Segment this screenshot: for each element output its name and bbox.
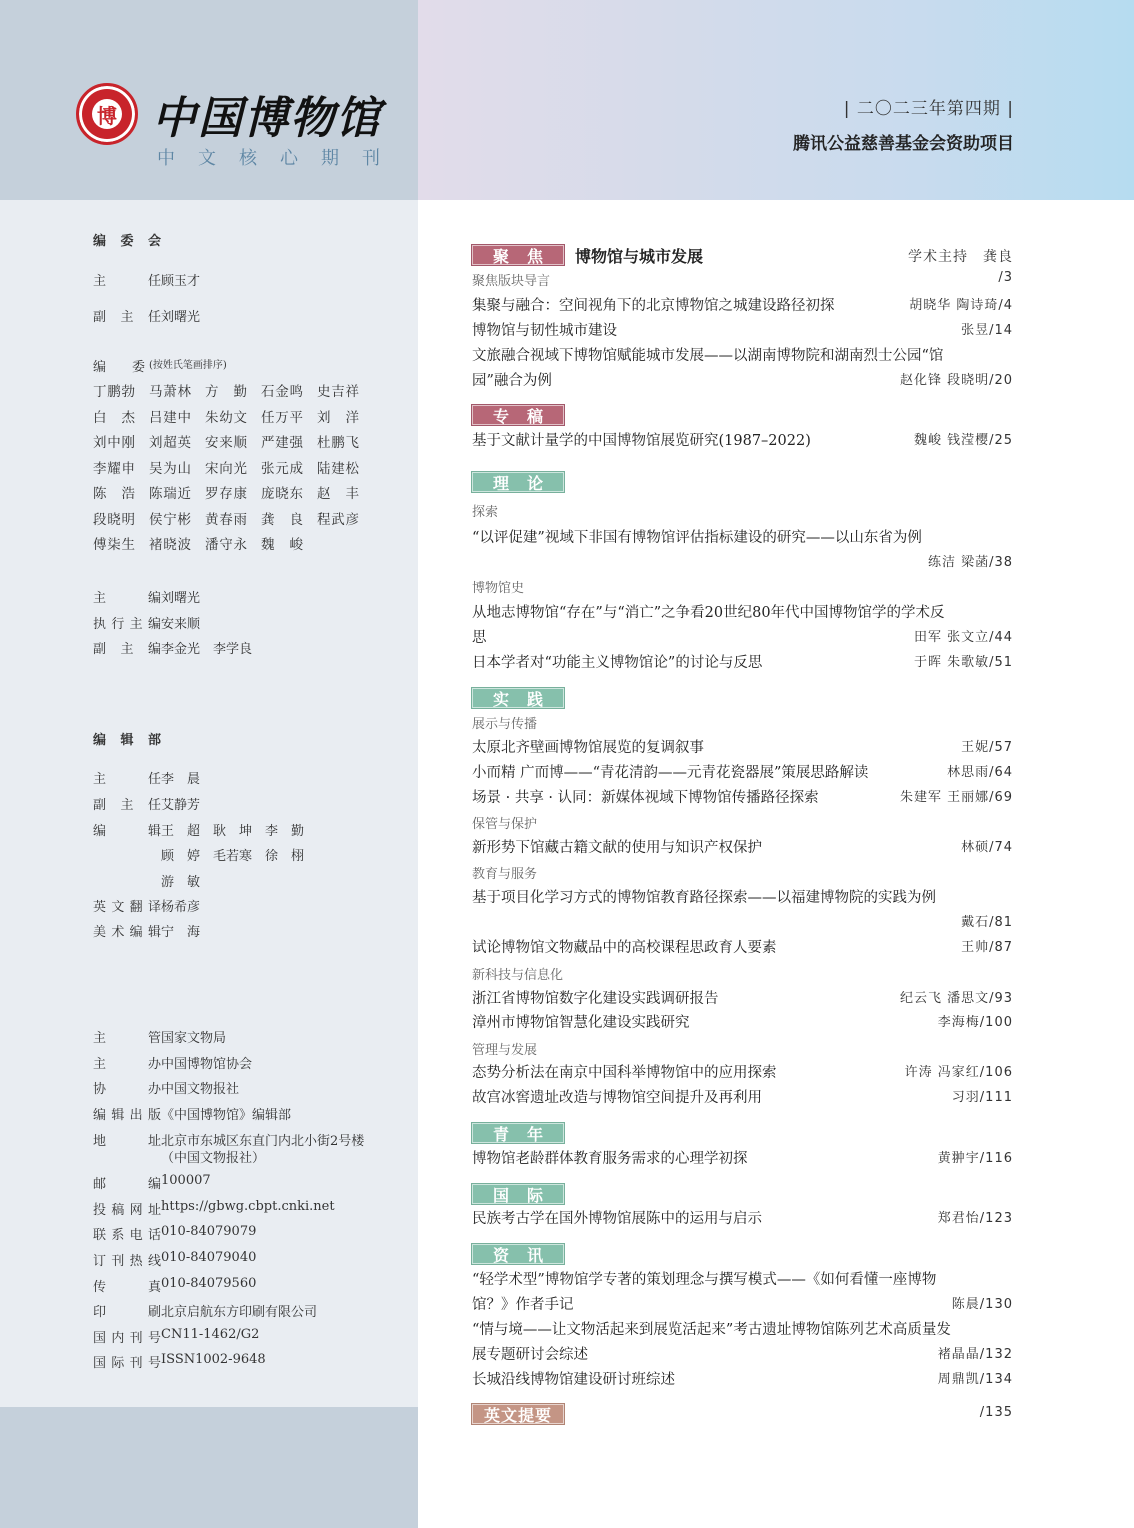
- entry-author-page: 王妮/57: [961, 740, 1013, 755]
- journal-subtitle: 中文核心期刊: [157, 148, 403, 169]
- toc-entry[interactable]: [472, 270, 1013, 289]
- entry-title: 文旅融合视域下博物馆赋能城市发展——以湖南博物院和湖南烈士公园“馆: [472, 348, 944, 364]
- entry-author-page: 纪云飞 潘思文/93: [899, 991, 1013, 1006]
- entry-author-page: 魏峻 钱滢樱/25: [913, 433, 1013, 448]
- entry-title: 思: [472, 630, 487, 646]
- pub-info-row: [93, 1147, 265, 1166]
- toc-entry-cont[interactable]: [472, 626, 1013, 647]
- value: 顾 婷 毛若寒 徐 栩: [161, 849, 305, 864]
- entry-author-page: 李海梅/100: [937, 1015, 1013, 1030]
- member-name: 吴为山: [149, 460, 191, 477]
- entry-title: 长城沿线博物馆建设研讨班综述: [472, 1372, 675, 1388]
- toc-entry-cont[interactable]: [472, 1343, 1013, 1364]
- pub-info-row: [93, 1027, 226, 1046]
- subsection-label: 探索: [472, 505, 499, 520]
- member-name: 魏 峻: [261, 537, 303, 553]
- toc-entry[interactable]: [472, 294, 1013, 315]
- sort-note: (按姓氏笔画排序): [149, 360, 227, 371]
- board-members-label: [93, 356, 227, 375]
- member-name: 陆建松: [317, 460, 359, 477]
- entry-page: /135: [979, 1405, 1013, 1420]
- label: [93, 871, 161, 890]
- value: （中国文物报社）: [161, 1151, 266, 1166]
- toc-entry-author: [472, 911, 1013, 930]
- label: [93, 1147, 161, 1166]
- section-tag-theory: 理论: [472, 472, 564, 492]
- member-name: 罗存康: [205, 486, 247, 502]
- member-name: 程武彦: [317, 511, 359, 528]
- entry-title: 博物馆老龄群体教育服务需求的心理学初探: [472, 1151, 748, 1167]
- member-name: 刘超英: [149, 435, 191, 451]
- value: 010-84079079: [161, 1224, 257, 1239]
- entry-author-page: 周鼎凯/134: [937, 1372, 1013, 1387]
- value: 北京市东城区东直门内北小街2号楼: [161, 1134, 365, 1149]
- entry-author-page: 张昱/14: [961, 323, 1013, 338]
- toc-entry[interactable]: [472, 936, 1013, 957]
- member-name: 杜鹏飞: [317, 435, 359, 451]
- label: 主 编: [93, 591, 161, 606]
- toc-entry[interactable]: [472, 886, 1013, 907]
- label: 执行主编: [93, 617, 161, 632]
- value: 010-84079040: [161, 1250, 257, 1265]
- toc-entry[interactable]: [472, 736, 1013, 757]
- toc-entry[interactable]: [472, 1207, 1013, 1228]
- value: 中国博物馆协会: [161, 1057, 253, 1072]
- member-name: 马萧林: [149, 384, 191, 400]
- toc-entry[interactable]: [472, 1086, 1013, 1107]
- entry-author-page: 朱建军 王丽娜/69: [899, 790, 1013, 805]
- entry-title: 园”融合为例: [472, 373, 552, 389]
- member-name: 潘守永: [205, 537, 247, 553]
- entry-title: 馆？》作者手记: [472, 1297, 574, 1313]
- pub-info-row: [93, 1352, 266, 1371]
- label: 邮 编: [93, 1177, 161, 1192]
- member-name: 任万平: [261, 409, 303, 426]
- label: 副 主 任: [93, 310, 161, 325]
- entry-author-page: 赵化锋 段晓明/20: [899, 373, 1013, 388]
- entry-title: 博物馆与韧性城市建设: [472, 323, 617, 339]
- entry-author-page: 胡晓华 陶诗琦/4: [909, 298, 1013, 313]
- member-name: 安来顺: [205, 435, 247, 451]
- member-name: 侯宁彬: [149, 511, 191, 528]
- entry-title: 漳州市博物馆智慧化建设实践研究: [472, 1015, 690, 1031]
- value: 杨希彦: [161, 900, 201, 915]
- entry-title: 试论博物馆文物藏品中的高校课程思政育人要素: [472, 940, 777, 956]
- member-name: 方 勤: [205, 384, 247, 400]
- toc-entry[interactable]: [472, 601, 1013, 622]
- dept-row: [93, 845, 304, 864]
- toc-entry[interactable]: [472, 369, 1013, 390]
- board-members-grid: [93, 380, 373, 552]
- member-name: 段晓明: [93, 511, 135, 528]
- member-name: 丁鹏勃: [93, 384, 135, 400]
- entry-title: “以评促建”视域下非国有博物馆评估指标建设的研究——以山东省为例: [472, 530, 922, 546]
- label: 美术编辑: [93, 925, 161, 940]
- dept-row: [93, 921, 200, 940]
- member-name: 褚晓波: [149, 537, 191, 553]
- section-tag-abstracts: 英文提要: [472, 1404, 564, 1424]
- pub-info-row: [93, 1053, 252, 1072]
- deputy-editors: [93, 638, 252, 657]
- value: 游 敏: [161, 875, 201, 890]
- entry-title: 态势分析法在南京中国科举博物馆中的应用探索: [472, 1065, 777, 1081]
- member-name: 吕建中: [149, 409, 191, 426]
- pub-info-row: [93, 1301, 317, 1320]
- toc-entry[interactable]: [472, 1368, 1013, 1389]
- entry-title: 太原北齐壁画博物馆展览的复调叙事: [472, 740, 704, 756]
- member-name: 庞晓东: [261, 486, 303, 502]
- pub-info-row: [93, 1327, 259, 1346]
- toc-entry-cont[interactable]: [472, 1293, 1013, 1314]
- value: 王 超 耿 坤 李 勤: [161, 824, 305, 839]
- focus-topic: 博物馆与城市发展: [575, 247, 704, 266]
- label: [93, 845, 161, 864]
- member-name: 严建强: [261, 435, 303, 451]
- label: 地 址: [93, 1134, 161, 1149]
- issue-label: | 二〇二三年第四期 |: [843, 99, 1014, 119]
- toc-entry[interactable]: [472, 344, 1013, 365]
- pub-info-row: [93, 1078, 239, 1097]
- label: 编 委: [93, 360, 146, 375]
- label: 订刊热线: [93, 1254, 161, 1269]
- value: 100007: [161, 1173, 211, 1188]
- member-name: 石金鸣: [261, 384, 303, 400]
- value: 010-84079560: [161, 1276, 257, 1291]
- section-tag-focus: 聚焦: [472, 245, 564, 265]
- dept-row: [93, 820, 304, 839]
- member-name: 史吉祥: [317, 384, 359, 400]
- label: 传 真: [93, 1280, 161, 1295]
- toc-entry[interactable]: [472, 429, 1013, 450]
- value: 李 晨: [161, 772, 201, 787]
- pub-info-row: [93, 1224, 256, 1243]
- label: 编辑出版: [93, 1108, 161, 1123]
- entry-title: 浙江省博物馆数字化建设实践调研报告: [472, 991, 719, 1007]
- section-tag-special: 专稿: [472, 405, 564, 425]
- member-name: 刘中刚: [93, 435, 135, 451]
- entry-author-page: 王帅/87: [961, 940, 1013, 955]
- value: 国家文物局: [161, 1031, 227, 1046]
- entry-title: 场景 · 共享 · 认同：新媒体视域下博物馆传播路径探索: [472, 790, 819, 806]
- member-name: 刘 洋: [317, 409, 359, 426]
- entry-title: 故宫冰窖遗址改造与博物馆空间提升及再利用: [472, 1090, 762, 1106]
- seal-icon: 博: [76, 83, 138, 145]
- toc-entry[interactable]: [472, 1011, 1013, 1032]
- dept-row: [93, 768, 200, 787]
- label: 主 办: [93, 1057, 161, 1072]
- value: CN11-1462/G2: [161, 1327, 260, 1342]
- label: 投稿网址: [93, 1203, 161, 1218]
- toc-entry[interactable]: [472, 319, 1013, 340]
- subsection-label: 博物馆史: [472, 581, 525, 596]
- section-tag-international: 国际: [472, 1184, 564, 1204]
- focus-host: 学术主持 龚良: [908, 249, 1013, 265]
- label: 联系电话: [93, 1228, 161, 1243]
- dept-row: [93, 896, 200, 915]
- toc-entry[interactable]: [472, 526, 1013, 547]
- editorial-board-heading: 编 委 会: [93, 234, 167, 249]
- toc-entry[interactable]: [472, 836, 1013, 857]
- sidebar-panel: [0, 0, 418, 1528]
- member-name: 朱幼文: [205, 409, 247, 426]
- toc-entry[interactable]: [472, 786, 1013, 807]
- member-name: 陈瑞近: [149, 486, 191, 502]
- label: 主 管: [93, 1031, 161, 1046]
- toc-entry[interactable]: [472, 1318, 1013, 1339]
- member-name: 陈 浩: [93, 486, 135, 502]
- subsection-label: 保管与保护: [472, 817, 538, 832]
- member-name: 张元成: [261, 460, 303, 477]
- entry-author-page: 于晖 朱歌敏/51: [913, 655, 1013, 670]
- entry-title: “情与境——让文物活起来到展览活起来”考古遗址博物馆陈列艺术高质量发: [472, 1322, 951, 1338]
- member-name: 李耀申: [93, 460, 135, 477]
- member-name: 赵 丰: [317, 486, 359, 502]
- entry-author-page: 许涛 冯家红/106: [904, 1065, 1013, 1080]
- value: 李金光 李学良: [161, 642, 253, 657]
- header-gradient-band: [418, 0, 1134, 200]
- entry-author-page: 郑君怡/123: [937, 1211, 1013, 1226]
- label: 印 刷: [93, 1305, 161, 1320]
- entry-author-page: 黄翀宇/116: [937, 1151, 1013, 1166]
- toc-entry[interactable]: [472, 1061, 1013, 1082]
- value: ISSN1002-9648: [161, 1352, 266, 1367]
- entry-title: 小而精 广而博——“青花清韵——元青花瓷器展”策展思路解读: [472, 765, 869, 781]
- value: 北京启航东方印刷有限公司: [161, 1305, 318, 1320]
- entry-author-page: 陈晨/130: [951, 1297, 1013, 1312]
- sponsor-label: 腾讯公益慈善基金会资助项目: [793, 134, 1014, 154]
- entry-author-page: 田军 张文立/44: [913, 630, 1013, 645]
- entry-title: 聚焦版块导言: [472, 274, 551, 289]
- label: 英文翻译: [93, 900, 161, 915]
- pub-info-row: [93, 1199, 335, 1218]
- exec-editor: [93, 613, 200, 632]
- value: 安来顺: [161, 617, 201, 632]
- pub-info-row: [93, 1276, 256, 1295]
- entry-author-page: 练洁 梁菡/38: [927, 555, 1013, 570]
- entry-title: 从地志博物馆“存在”与“消亡”之争看20世纪80年代中国博物馆学的学术反: [472, 605, 945, 621]
- value: 宁 海: [161, 925, 201, 940]
- toc-entry[interactable]: [472, 651, 1013, 672]
- label: 副 主 编: [93, 642, 161, 657]
- toc-entry[interactable]: [472, 1268, 1013, 1289]
- entry-title: 集聚与融合：空间视角下的北京博物馆之城建设路径初探: [472, 298, 835, 314]
- section-tag-practice: 实践: [472, 688, 564, 708]
- dept-row: [93, 794, 200, 813]
- toc-entry[interactable]: [472, 1405, 1013, 1420]
- entry-title: 展专题研讨会综述: [472, 1347, 588, 1363]
- member-name: 傅柒生: [93, 537, 135, 553]
- toc-entry[interactable]: [472, 761, 1013, 782]
- label: 国内刊号: [93, 1331, 161, 1346]
- member-name: 宋向光: [205, 460, 247, 477]
- label: 国际刊号: [93, 1356, 161, 1371]
- subsection-label: 展示与传播: [472, 717, 538, 732]
- editorial-dept-heading: 编 辑 部: [93, 733, 167, 748]
- entry-title: 基于文献计量学的中国博物馆展览研究(1987–2022): [472, 433, 811, 449]
- value: 艾静芳: [161, 798, 201, 813]
- entry-title: 新形势下馆藏古籍文献的使用与知识产权保护: [472, 840, 762, 856]
- board-deputy-director: [93, 306, 200, 325]
- member-name: 白 杰: [93, 409, 135, 426]
- entry-author-page: 戴石/81: [961, 915, 1013, 930]
- toc-entry[interactable]: [472, 987, 1013, 1008]
- label: 主 任: [93, 274, 161, 289]
- pub-info-row: [93, 1104, 291, 1123]
- entry-page: /3: [998, 270, 1013, 285]
- label: 副 主 任: [93, 798, 161, 813]
- section-tag-youth: 青年: [472, 1123, 564, 1143]
- toc-entry[interactable]: [472, 1147, 1013, 1168]
- entry-author-page: 习羽/111: [951, 1090, 1013, 1105]
- subsection-label: 教育与服务: [472, 867, 538, 882]
- journal-title: 中国博物馆: [152, 93, 382, 144]
- entry-author-page: 褚晶晶/132: [937, 1347, 1013, 1362]
- subsection-label: 管理与发展: [472, 1043, 538, 1058]
- board-director: [93, 270, 200, 289]
- subsection-label: 新科技与信息化: [472, 968, 564, 983]
- toc-entry-author: [472, 551, 1013, 570]
- member-name: 龚 良: [261, 511, 303, 528]
- entry-title: “轻学术型”博物馆学专著的策划理念与撰写模式——《如何看懂一座博物: [472, 1272, 937, 1288]
- pub-info-row: [93, 1250, 256, 1269]
- value: 中国文物报社: [161, 1082, 240, 1097]
- member-name: 黄春雨: [205, 511, 247, 528]
- footer-left-band: [0, 1407, 418, 1528]
- entry-title: 民族考古学在国外博物馆展陈中的运用与启示: [472, 1211, 762, 1227]
- entry-title: 基于项目化学习方式的博物馆教育路径探索——以福建博物院的实践为例: [472, 890, 936, 906]
- chief-editor: [93, 587, 200, 606]
- label: 主 任: [93, 772, 161, 787]
- entry-author-page: 林硕/74: [961, 840, 1013, 855]
- value: 《中国博物馆》编辑部: [161, 1108, 292, 1123]
- dept-row: [93, 871, 200, 890]
- section-tag-news: 资讯: [472, 1244, 564, 1264]
- value: 刘曙光: [161, 310, 201, 325]
- journal-logo: [76, 82, 382, 146]
- value: 刘曙光: [161, 591, 201, 606]
- entry-title: 日本学者对“功能主义博物馆论”的讨论与反思: [472, 655, 763, 671]
- label: 编 辑: [93, 824, 161, 839]
- pub-info-row: [93, 1173, 211, 1192]
- label: 协 办: [93, 1082, 161, 1097]
- submission-url[interactable]: https://gbwg.cbpt.cnki.net: [161, 1199, 335, 1214]
- entry-author-page: 林思雨/64: [947, 765, 1013, 780]
- value: 顾玉才: [161, 274, 201, 289]
